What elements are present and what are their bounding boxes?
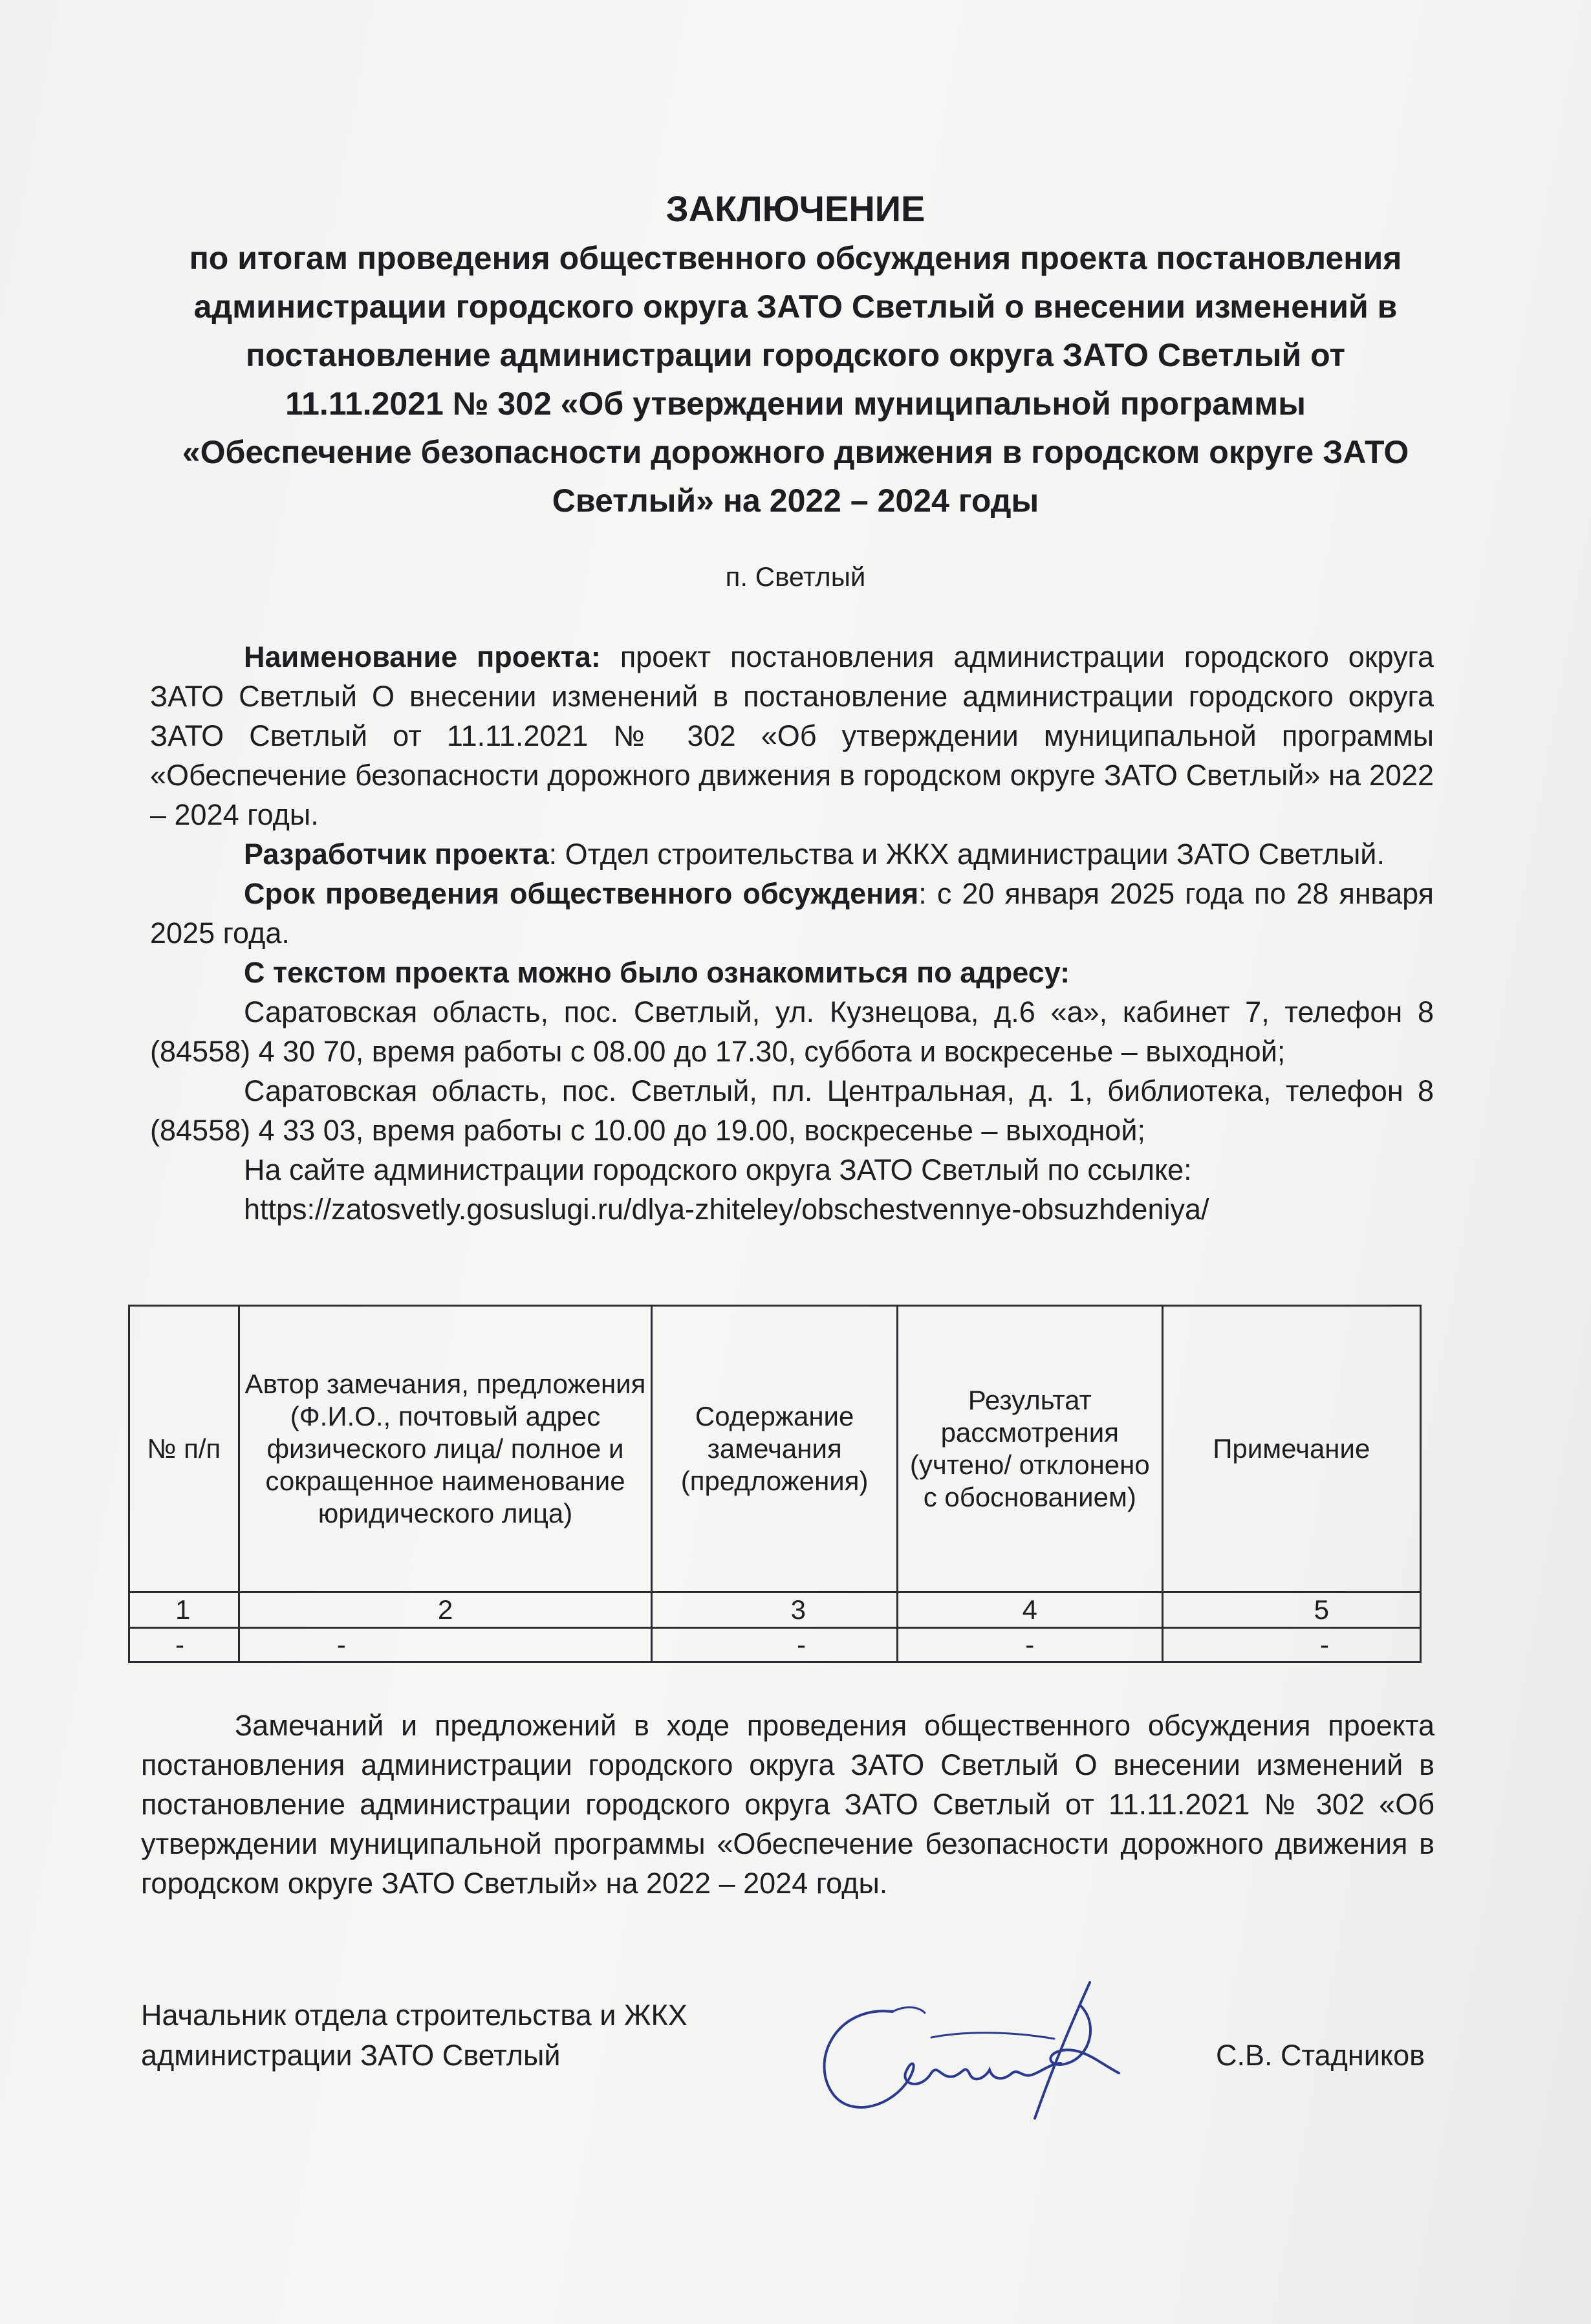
website-text: На сайте администрации городского округа ЗАТО Светлый по ссылке: — [244, 1153, 1192, 1186]
table-cell: - — [1162, 1628, 1420, 1662]
address-heading: С текстом проекта можно было ознакомиться по адресу: — [244, 956, 1070, 989]
table-row — [129, 1592, 1421, 1628]
table-cell: - — [129, 1628, 239, 1662]
table-cell: 5 — [1162, 1592, 1420, 1628]
table-cell: - — [897, 1628, 1162, 1662]
table-cell: - — [652, 1628, 898, 1662]
title-line: 11.11.2021 № 302 «Об утверждении муниципальной программы — [285, 386, 1306, 422]
period-text: : с 20 января 2025 года по 28 января 2025 года. — [150, 877, 1434, 950]
remarks-table — [128, 1305, 1422, 1663]
address-1: Саратовская область, пос. Светлый, ул. Кузнецова, д.6 «а», кабинет 7, телефон 8 (84558) 4 30 70, время работы с 08.00 до 17.30, суббота и воскресенье – выходной; — [150, 995, 1434, 1068]
handwritten-signature — [796, 1966, 1132, 2141]
project-name-text: проект постановления администрации городского округа ЗАТО Светлый О внесении изменений в постановление администрации городского округа ЗАТО Светлый от 11.11.2021 № 302 «Об утверждении муниципальной программы «Обеспечение безопасности дорожного движения в городском округе ЗАТО Светлый» на 2022 – 2024 годы. — [150, 640, 1434, 831]
table-cell: - — [239, 1628, 652, 1662]
table-header-cell: Автор замечания, предложения (Ф.И.О., почтовый адрес физического лица/ полное и сокращенное наименование юридического лица) — [239, 1306, 652, 1592]
document-heading: ЗАКЛЮЧЕНИЕ — [666, 188, 925, 229]
table-cell: 4 — [897, 1592, 1162, 1628]
conclusion-text: Замечаний и предложений в ходе проведения общественного обсуждения проекта постановления администрации городского округа ЗАТО Светлый О внесении изменений в постановление администрации городского округа ЗАТО Светлый от 11.11.2021 № 302 «Об утверждении муниципальной программы «Обеспечение безопасности дорожного движения в городском округе ЗАТО Светлый» на 2022 – 2024 годы. — [141, 1709, 1434, 1900]
project-details — [150, 637, 1434, 1229]
document-title-block — [97, 184, 1494, 525]
table-row — [129, 1628, 1421, 1662]
table-header-cell: Примечание — [1162, 1306, 1420, 1592]
period-paragraph — [150, 874, 1434, 953]
table-cell: 3 — [652, 1592, 898, 1628]
signer-position-line: администрации ЗАТО Светлый — [141, 2039, 561, 2072]
developer-text: : Отдел строительства и ЖКХ администрации ЗАТО Светлый. — [548, 838, 1385, 871]
table-header-cell: № п/п — [129, 1306, 239, 1592]
address-2: Саратовская область, пос. Светлый, пл. Центральная, д. 1, библиотека, телефон 8 (84558) 4 33 03, время работы с 10.00 до 19.00, воскресенье – выходной; — [150, 1074, 1434, 1147]
table-header-row — [129, 1306, 1421, 1592]
address-heading-paragraph — [150, 953, 1434, 992]
remarks-table-wrap — [128, 1305, 1422, 1663]
title-line: администрации городского округа ЗАТО Светлый о внесении изменений в — [193, 288, 1398, 325]
title-line: постановление администрации городского округа ЗАТО Светлый от — [246, 337, 1345, 373]
developer-label: Разработчик проекта — [244, 838, 549, 871]
title-line: по итогам проведения общественного обсуждения проекта постановления — [189, 240, 1402, 276]
title-line: Светлый» на 2022 – 2024 годы — [552, 483, 1039, 519]
project-name-paragraph — [150, 637, 1434, 834]
signer-position — [141, 1995, 687, 2076]
project-name-label: Наименование проекта: — [244, 640, 601, 673]
conclusion-block — [141, 1706, 1434, 1903]
table-header-cell: Содержание замечания (предложения) — [652, 1306, 898, 1592]
signer-position-line: Начальник отдела строительства и ЖКХ — [141, 1999, 687, 2032]
table-header-cell: Результат рассмотрения (учтено/ отклонено с обоснованием) — [897, 1306, 1162, 1592]
table-cell: 1 — [129, 1592, 239, 1628]
table-cell: 2 — [239, 1592, 652, 1628]
signer-name: С.В. Стадников — [1216, 2039, 1425, 2072]
period-label: Срок проведения общественного обсуждения — [244, 877, 919, 910]
website-url: https://zatosvetly.gosuslugi.ru/dlya-zhiteley/obschestvennye-obsuzhdeniya/ — [244, 1193, 1209, 1226]
title-line: «Обеспечение безопасности дорожного движения в городском округе ЗАТО — [182, 434, 1409, 470]
developer-paragraph — [150, 834, 1434, 874]
place-label: п. Светлый — [725, 561, 866, 592]
